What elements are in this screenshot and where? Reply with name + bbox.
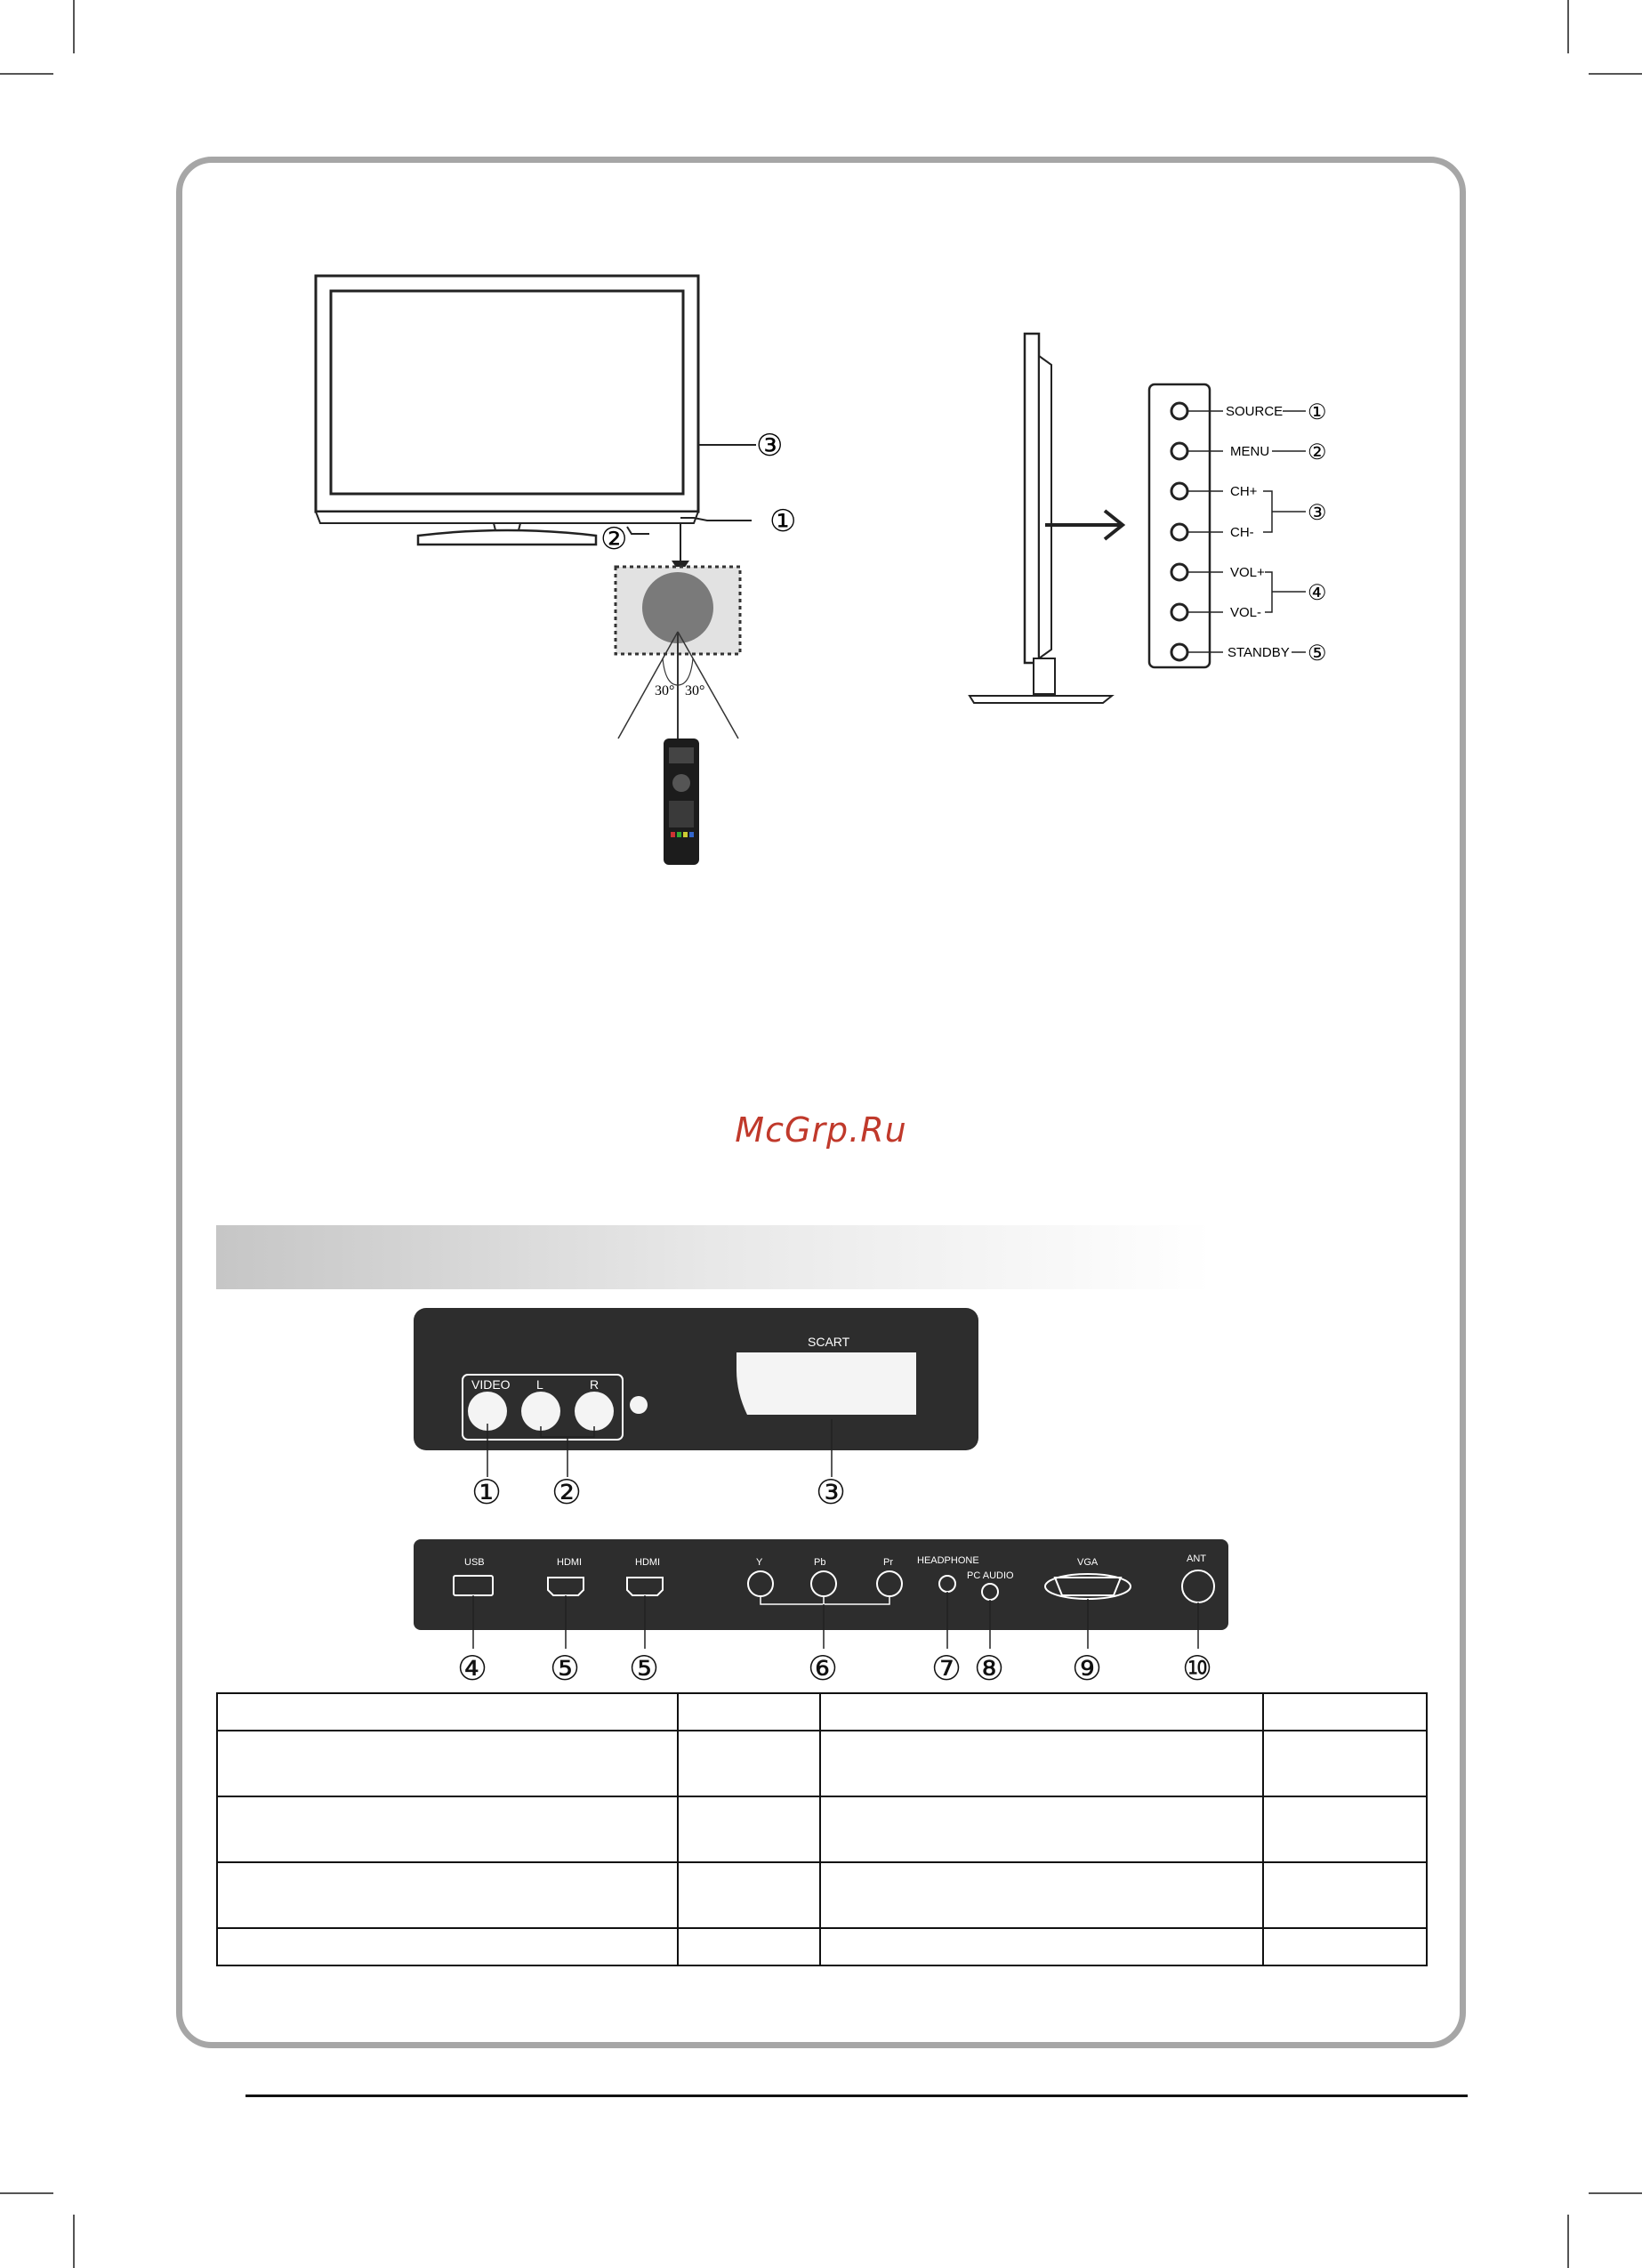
table-cell xyxy=(1263,1693,1427,1731)
table-row xyxy=(217,1693,1427,1731)
table-row xyxy=(217,1928,1427,1965)
table-cell xyxy=(1263,1928,1427,1965)
rear-callout-9: ⑨ xyxy=(1072,1651,1103,1686)
rear-callout-10: ⑩ xyxy=(1182,1651,1213,1686)
button-label-ch-minus: CH- xyxy=(1230,525,1254,540)
table-cell xyxy=(678,1928,820,1965)
table-cell xyxy=(1263,1796,1427,1862)
table-cell xyxy=(217,1862,678,1928)
side-callout-5: ⑤ xyxy=(1308,642,1327,666)
button-label-vol-minus: VOL- xyxy=(1230,605,1262,620)
side-panel-callout-3: ③ xyxy=(816,1474,847,1508)
rear-connector-panel xyxy=(409,1535,1236,1686)
label-ant: ANT xyxy=(1187,1554,1206,1564)
label-y: Y xyxy=(756,1557,763,1568)
callout-1: ① xyxy=(769,505,797,538)
crop-mark xyxy=(73,2215,75,2268)
angle-right: 30° xyxy=(685,683,705,698)
crop-mark xyxy=(1567,2215,1569,2268)
footer-rule xyxy=(245,2094,1468,2097)
label-usb: USB xyxy=(464,1557,485,1568)
tv-side-diagram xyxy=(952,320,1343,730)
rear-callout-7: ⑦ xyxy=(931,1651,962,1686)
table-row xyxy=(217,1862,1427,1928)
label-vga: VGA xyxy=(1077,1557,1099,1568)
table-cell xyxy=(820,1928,1263,1965)
label-pc-audio: PC AUDIO xyxy=(967,1570,1014,1581)
crop-mark xyxy=(0,2192,53,2194)
crop-mark xyxy=(1589,73,1642,75)
table-cell xyxy=(678,1731,820,1796)
label-pb: Pb xyxy=(814,1557,826,1568)
button-label-standby: STANDBY xyxy=(1227,645,1290,660)
side-callout-4: ④ xyxy=(1308,581,1327,605)
side-panel-callout-2: ② xyxy=(551,1474,583,1508)
side-callout-1: ① xyxy=(1308,400,1327,424)
label-headphone: HEADPHONE xyxy=(917,1555,979,1566)
table-cell xyxy=(678,1862,820,1928)
label-scart: SCART xyxy=(808,1335,850,1349)
rear-callout-5b: ⑤ xyxy=(629,1651,660,1686)
button-label-menu: MENU xyxy=(1230,444,1270,459)
connector-table xyxy=(216,1692,1428,1966)
watermark: McGrp.Ru xyxy=(735,1110,907,1150)
label-r: R xyxy=(590,1377,600,1392)
table-cell xyxy=(820,1796,1263,1862)
crop-mark xyxy=(1567,0,1569,53)
table-cell xyxy=(217,1731,678,1796)
callout-3: ③ xyxy=(756,430,784,463)
table-cell xyxy=(820,1693,1263,1731)
table-cell xyxy=(217,1928,678,1965)
table-cell xyxy=(217,1693,678,1731)
table-cell xyxy=(820,1862,1263,1928)
side-callout-3: ③ xyxy=(1308,501,1327,525)
section-header-bar xyxy=(216,1225,1212,1289)
label-hdmi-1: HDMI xyxy=(557,1557,583,1568)
tv-front-diagram xyxy=(302,267,836,881)
rear-callout-8: ⑧ xyxy=(974,1651,1005,1686)
side-connector-panel xyxy=(409,1303,987,1508)
rear-callout-4: ④ xyxy=(457,1651,488,1686)
label-hdmi-2: HDMI xyxy=(635,1557,661,1568)
button-label-ch-plus: CH+ xyxy=(1230,484,1258,499)
crop-mark xyxy=(1589,2192,1642,2194)
crop-mark xyxy=(0,73,53,75)
table-cell xyxy=(820,1731,1263,1796)
side-panel-callout-1: ① xyxy=(471,1474,503,1508)
button-label-source: SOURCE xyxy=(1226,404,1284,419)
table-cell xyxy=(1263,1731,1427,1796)
angle-left: 30° xyxy=(655,683,675,698)
label-l: L xyxy=(536,1377,543,1392)
table-row xyxy=(217,1731,1427,1796)
callout-2: ② xyxy=(600,523,628,556)
table-cell xyxy=(1263,1862,1427,1928)
table-cell xyxy=(678,1693,820,1731)
side-callout-2: ② xyxy=(1308,440,1327,464)
table-cell xyxy=(217,1796,678,1862)
button-label-vol-plus: VOL+ xyxy=(1230,565,1265,580)
label-video: VIDEO xyxy=(471,1377,511,1392)
label-pr: Pr xyxy=(883,1557,893,1568)
table-cell xyxy=(678,1796,820,1862)
table-row xyxy=(217,1796,1427,1862)
rear-callout-6: ⑥ xyxy=(808,1651,839,1686)
rear-callout-5a: ⑤ xyxy=(550,1651,581,1686)
crop-mark xyxy=(73,0,75,53)
